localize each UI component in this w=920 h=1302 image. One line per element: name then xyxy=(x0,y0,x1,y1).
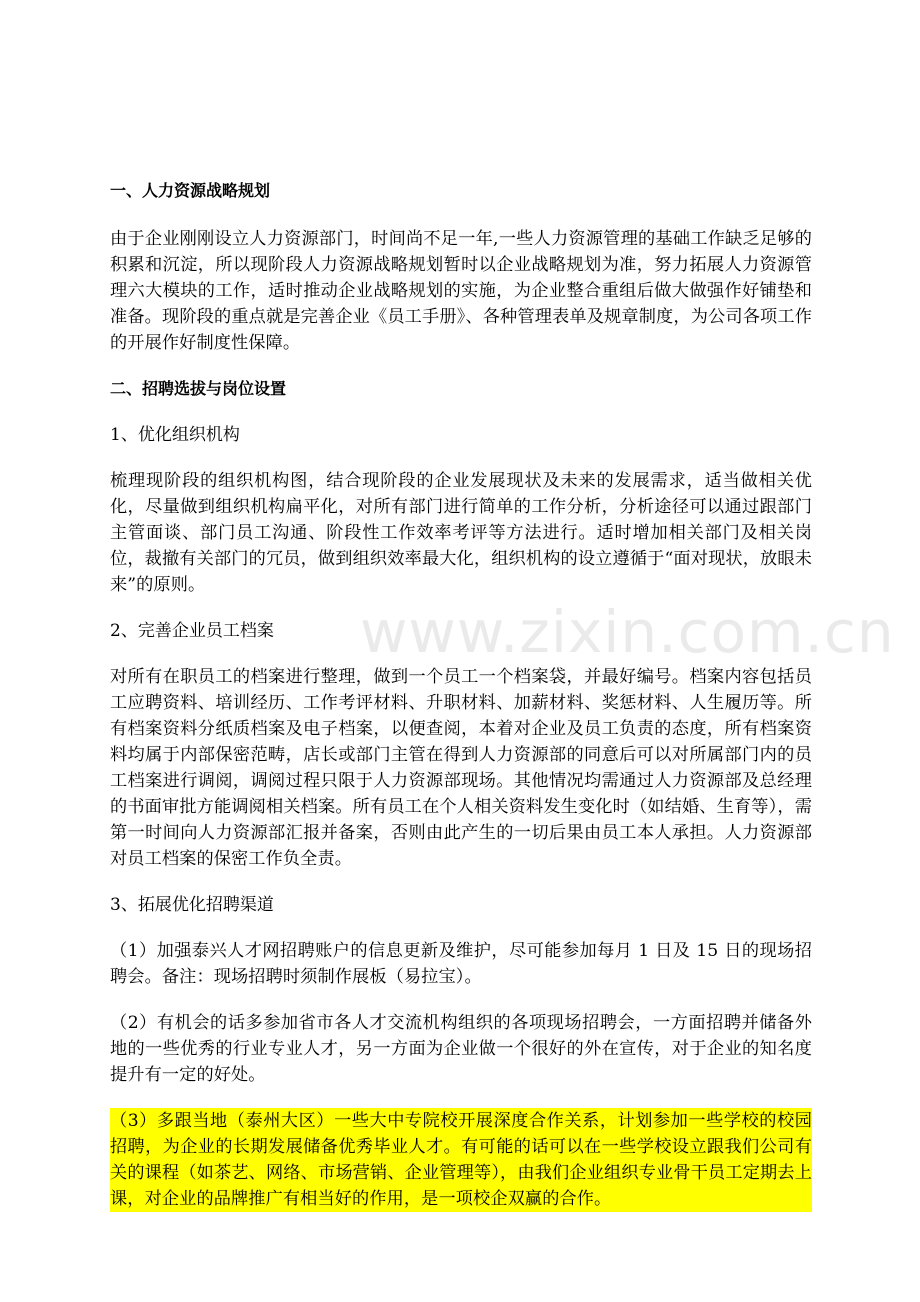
subsection-2-2-heading: 2、完善企业员工档案 xyxy=(110,621,274,641)
section-1-heading: 一、人力资源战略规划 xyxy=(110,181,271,200)
section-1-paragraph: 由于企业刚刚设立人力资源部门，时间尚不足一年,一些人力资源管理的基础工作缺乏足够的积累和沉淀，所以现阶段人力资源战略规划暂时以企业战略规划为准，努力拓展人力资源管理六大模块的工作，适时推动企业战略规划的实施，为企业整合重组后做大做强作好铺垫和准备。现阶段的重点就是完善企业《员工手册》、各种管理表单及规章制度，为公司各项工作的开展作好制度性保障。 xyxy=(110,229,812,353)
section-2-heading: 二、招聘选拔与岗位设置 xyxy=(110,379,287,398)
recruiting-item-3-highlighted: （3）多跟当地（泰州大区）一些大中专院校开展深度合作关系，计划参加一些学校的校园招聘，为企业的长期发展储备优秀毕业人才。有可能的话可以在一些学校设立跟我们公司有关的课程（如茶艺、网络、市场营销、企业管理等），由我们企业组织专业骨干员工定期去上课，对企业的品牌推广有相当好的作用，是一项校企双赢的合作。 xyxy=(110,1108,812,1212)
subsection-2-1-paragraph: 梳理现阶段的组织机构图，结合现阶段的企业发展现状及未来的发展需求，适当做相关优化，尽量做到组织机构扁平化，对所有部门进行简单的工作分析，分析途径可以通过跟部门主管面谈、部门员工沟通、阶段性工作效率考评等方法进行。适时增加相关部门及相关岗位，裁撤有关部门的冗员，做到组织效率最大化，组织机构的设立遵循于“面对现状，放眼未来”的原则。 xyxy=(110,471,812,595)
document-body xyxy=(110,178,812,1228)
recruiting-item-2: （2）有机会的话多参加省市各人才交流机构组织的各项现场招聘会，一方面招聘并储备外地的一些优秀的行业专业人才，另一方面为企业做一个很好的外在宣传，对于企业的知名度提升有一定的好处。 xyxy=(110,1013,812,1085)
recruiting-item-1: （1）加强泰兴人才网招聘账户的信息更新及维护，尽可能参加每月 1 日及 15 日的现场招聘会。备注：现场招聘时须制作展板（易拉宝）。 xyxy=(110,941,812,987)
subsection-2-3-heading: 3、拓展优化招聘渠道 xyxy=(110,895,274,915)
watermark: www.zixin.com.cn xyxy=(360,598,895,666)
subsection-2-2-paragraph: 对所有在职员工的档案进行整理，做到一个员工一个档案袋，并最好编号。档案内容包括员工应聘资料、培训经历、工作考评材料、升职材料、加薪材料、奖惩材料、人生履历等。所有档案资料分纸质档案及电子档案，以便查阅，本着对企业及员工负责的态度，所有档案资料均属于内部保密范畴，店长或部门主管在得到人力资源部的同意后可以对所属部门内的员工档案进行调阅，调阅过程只限于人力资源部现场。其他情况均需通过人力资源部及总经理的书面审批方能调阅相关档案。所有员工在个人相关资料发生变化时（如结婚、生育等），需第一时间向人力资源部汇报并备案，否则由此产生的一切后果由员工本人承担。人力资源部对员工档案的保密工作负全责。 xyxy=(110,667,812,869)
subsection-2-1-heading: 1、优化组织机构 xyxy=(110,425,240,445)
